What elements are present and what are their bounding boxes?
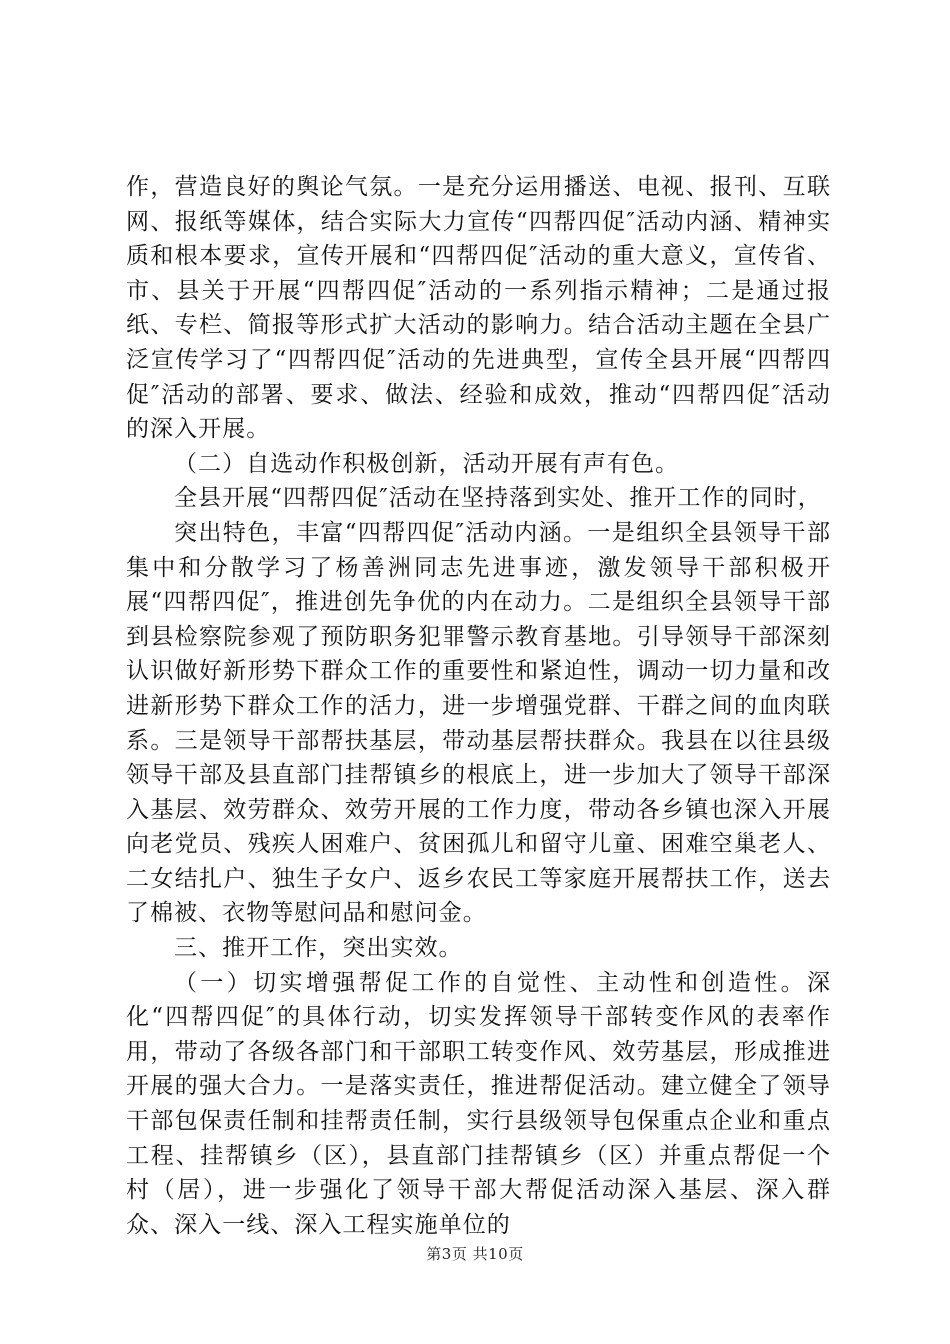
- paragraph-highlight-features: 突出特色，丰富“四帮四促″活动内涵。一是组织全县领导干部集中和分散学习了杨善洲同志先进事迹，激发领导干部积极开展“四帮四促″，推进创先争优的内在动力。二是组织全县领导干部到县检察院参观了预防职务犯罪警示教育基地。引导领导干部深刻认识做好新形势下群众工作的重要性和紧迫性，调动一切力量和改进新形势下群众工作的活力，进一步增强党群、干群之间的血肉联系。三是领导干部帮扶基层，带动基层帮扶群众。我县在以往县级领导干部及县直部门挂帮镇乡的根底上，进一步加大了领导干部深入基层、效劳群众、效劳开展的工作力度，带动各乡镇也深入开展向老党员、残疾人困难户、贫困孤儿和留守儿童、困难空巢老人、二女结扎户、独生子女户、返乡农民工等家庭开展帮扶工作，送去了棉被、衣物等慰问品和慰问金。: [126, 519, 831, 927]
- paragraph-strengthen-assistance: （一）切实增强帮促工作的自觉性、主动性和创造性。深化“四帮四促″的具体行动，切实发挥领导干部转变作风的表率作用，带动了各级各部门和干部职工转变作风、效劳基层，形成推进开展的强大合力。一是落实责任，推进帮促活动。建立健全了领导干部包保责任制和挂帮责任制，实行县级领导包保重点企业和重点工程、挂帮镇乡（区），县直部门挂帮镇乡（区）并重点帮促一个村（居），进一步强化了领导干部大帮促活动深入基层、深入群众、深入一线、深入工程实施单位的: [126, 969, 831, 1238]
- document-body: [126, 170, 831, 1242]
- paragraph-county-activity-intro: 全县开展“四帮四促″活动在坚持落到实处、推开工作的同时，: [174, 485, 822, 512]
- paragraph-publicity-work: 作，营造良好的舆论气氛。一是充分运用播送、电视、报刊、互联网、报纸等媒体，结合实际大力宣传“四帮四促″活动内涵、精神实质和根本要求，宣传开展和“四帮四促″活动的重大意义，宣传省、市、县关于开展“四帮四促″活动的一系列指示精神；二是通过报纸、专栏、简报等形式扩大活动的影响力。结合活动主题在全县广泛宣传学习了“四帮四促″活动的先进典型，宣传全县开展“四帮四促″活动的部署、要求、做法、经验和成效，推动“四帮四促″活动的深入开展。: [126, 174, 831, 443]
- page-number-footer: 第3页 共10页: [426, 1245, 524, 1263]
- paragraph-heading-optional-actions: （二）自选动作积极创新，活动开展有声有色。: [174, 450, 680, 477]
- paragraph-section-three-heading: 三、推开工作，突出实效。: [174, 935, 463, 962]
